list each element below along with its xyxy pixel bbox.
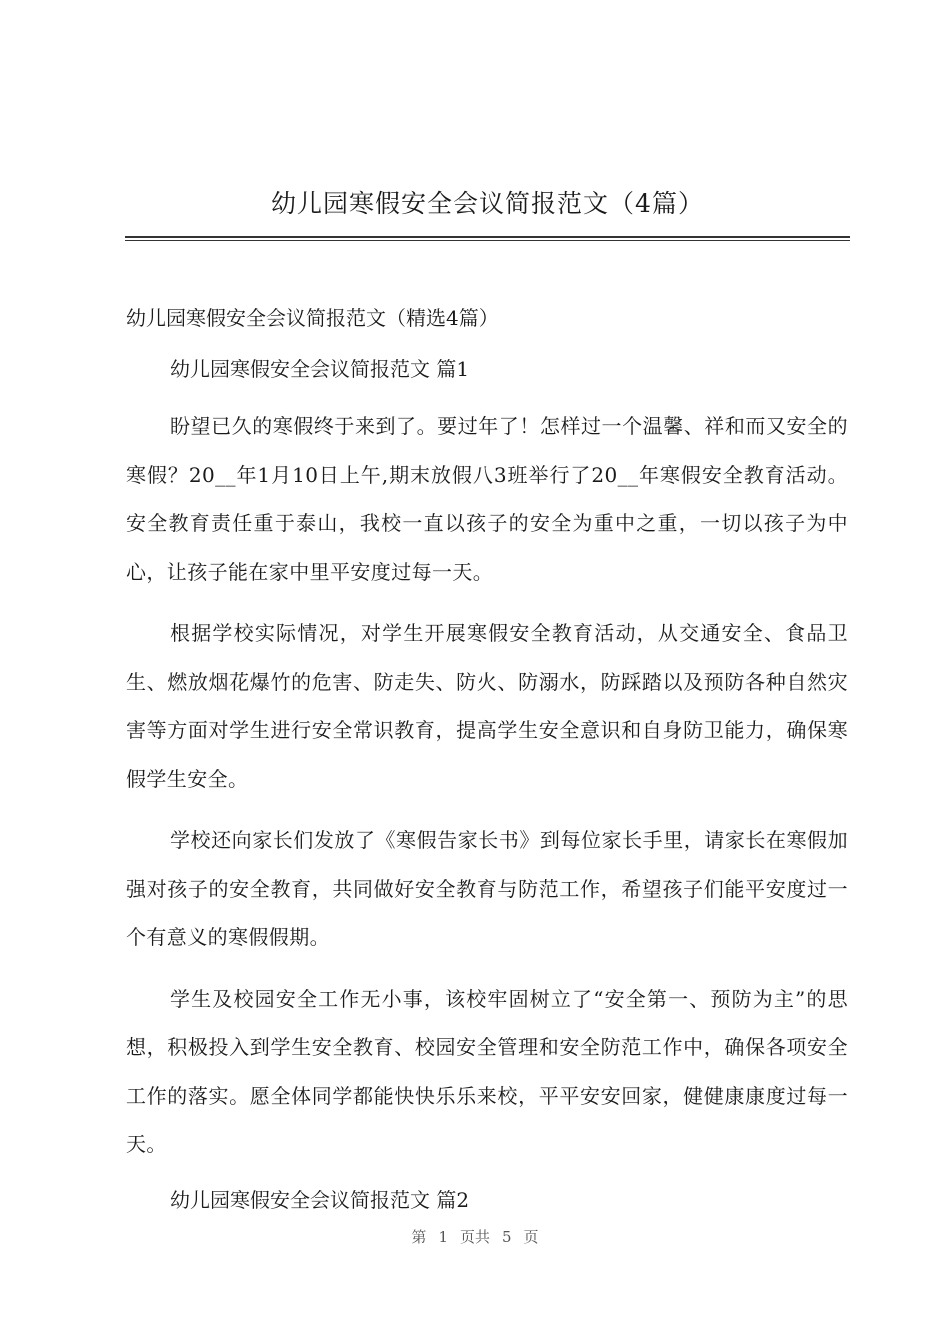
footer-prefix: 第: [411, 1228, 427, 1246]
footer-total-pages: 5: [502, 1228, 512, 1246]
paragraph: 根据学校实际情况，对学生开展寒假安全教育活动，从交通安全、食品卫生、燃放烟花爆竹的危害、防走失、防火、防溺水，防踩踏以及预防各种自然灾害等方面对学生进行安全常识教育，提高学生安全意识和自身防卫能力，确保寒假学生安全。: [126, 621, 848, 791]
title-divider: [125, 236, 850, 241]
footer-page-number: 1: [438, 1228, 448, 1246]
document-body: [126, 300, 848, 1233]
section-heading-1: 幼儿园寒假安全会议简报范文 篇1: [170, 357, 470, 381]
footer-middle: 页共: [459, 1228, 490, 1246]
paragraph: 盼望已久的寒假终于来到了。要过年了！怎样过一个温馨、祥和而又安全的寒假？20__年1月10日上午,期末放假八3班举行了20__年寒假安全教育活动。安全教育责任重于泰山，我校一直以孩子的安全为重中之重，一切以孩子为中心，让孩子能在家中里平安度过每一天。: [126, 414, 848, 584]
section-heading-2: 幼儿园寒假安全会议简报范文 篇2: [170, 1187, 470, 1212]
paragraph: 学校还向家长们发放了《寒假告家长书》到每位家长手里，请家长在寒假加强对孩子的安全教育，共同做好安全教育与防范工作，希望孩子们能平安度过一个有意义的寒假假期。: [126, 828, 848, 949]
page-footer: [0, 1226, 950, 1247]
footer-suffix: 页: [523, 1228, 539, 1246]
document-subtitle: 幼儿园寒假安全会议简报范文（精选4篇）: [126, 306, 499, 330]
document-title: 幼儿园寒假安全会议简报范文（4篇）: [271, 189, 704, 218]
paragraph: 学生及校园安全工作无小事，该校牢固树立了“安全第一、预防为主”的思想，积极投入到学生安全教育、校园安全管理和安全防范工作中，确保各项安全工作的落实。愿全体同学都能快快乐乐来校，平平安安回家，健健康康度过每一天。: [126, 986, 848, 1156]
